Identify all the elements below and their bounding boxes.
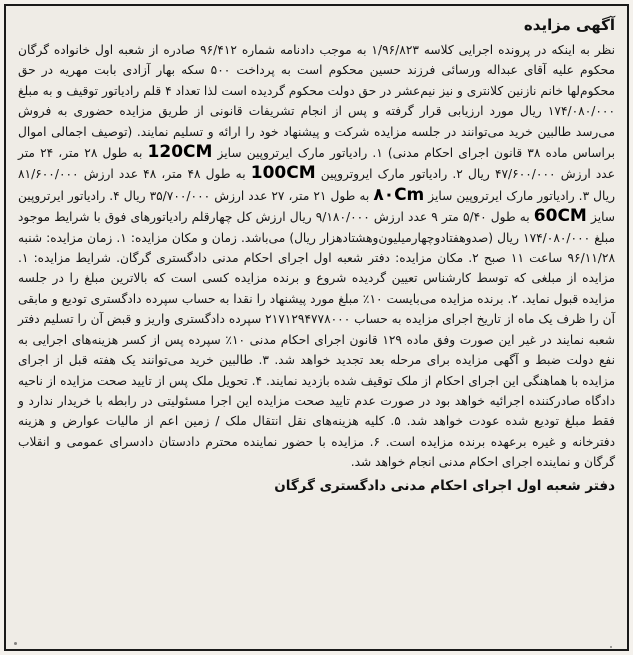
print-speck (14, 642, 17, 645)
body-segment-item2: به طول ۲۸ متر، ۲۴ متر عدد ارزش ۴۷/۶۰۰/۰۰۰ ریال ۲. رادیاتور مارک ایروتروپین (18, 146, 615, 182)
body-segment-conditions: به طول ۵/۴۰ متر ۹ عدد ارزش ۹/۱۸۰/۰۰۰ ریال ارزش کل چهارقلم رادیاتورهای فوق با شرایط موجود مبلغ ۱۷۴/۰۸۰/۰۰۰ ریال (صدوهفتادوچهارمیلیون‌وهشتادهزار ریال) می‌باشد. زمان و مکان مزایده: ۱. زمان مزایده: شنبه ۹۶/۱۱/۲۸ ساعت ۱۱ صبح ۲. مکان مزایده: دفتر شعبه اول اجرای احکام مدنی دادگستری گرگان. شرایط مزایده: ۱. مزایده از مبلغی که توسط کارشناس تعیین گردیده شروع و برنده مزایده کسی است که بالاترین مبلغ را در جلسه مزایده قبول نماید. ۲. برنده مزایده می‌بایست ۱۰٪ مبلغ مورد پیشنهاد را نقدا به حساب سپرده دادگستری تودیع و مابقی آن را ظرف یک ماه از تاریخ اجرای مزایده به حساب ۲۱۷۱۲۹۴۷۷۸۰۰۰ سپرده دادگستری واریز و قبض آن را تسلیم دفتر شعبه نمایند در غیر این صورت وفق ماده ۱۲۹ قانون اجرای احکام مدنی ۱۰٪ سپرده پس از کسر هزینه‌های اجرایی به نفع دولت ضبط و آگهی مزایده برای مرحله بعد تجدید خواهد شد. ۳. طالبین خرید می‌توانند یک هفته قبل از اجرای مزایده با هماهنگی این اجرای احکام از ملک توقیف شده بازدید نمایند. ۴. تحویل ملک پس از تایید صحت مزایده از ناحیه دادگاه صادرکننده اجرائیه خواهد بود در صورت عدم تایید صحت مزایده این اجرا مسئولیتی در رابطه با خریدار ندارد و فقط مبلغ تودیع شده عودت خواهد شد. ۵. کلیه هزینه‌های نقل انتقال ملک / زمین اعم از مالیات عوارض و هزینه دفترخانه و غیره برعهده برنده مزایده است. ۶. مزایده با حضور نماینده محترم دادستان دادسرای عمومی و انقلاب گرگان و نماینده اجرای احکام مدنی انجام خواهد شد. (18, 210, 616, 470)
print-speck (610, 646, 612, 648)
body-segment-intro: نظر به اینکه در پرونده اجرایی کلاسه ۱/۹۶/۸۲۳ به موجب دادنامه شماره ۹۶/۴۱۲ صادره از شعبه اول خانواده گرگان محکوم علیه آقای عبداله ورسائی فرزند حسین محکوم است به پرداخت ۵۰۰ سکه بهار آزادی بابت مهریه در حق محکوم‌لها خانم نازنین کلانتری و نیز نیم‌عشر در حق دولت محکوم گردیده است لذا تعداد ۴ قلم رادیاتور توقیف و به مبلغ ۱۷۴/۰۸۰/۰۰۰ ریال مورد ارزیابی قرار گرفته و پس از انجام تشریفات قانونی از طریق مزایده حضوری به فروش می‌رسد طالبین خرید می‌توانند در جلسه مزایده شرکت و پیشنهاد خود را ارائه و تسلیم نمایند. (توصیف اجمالی اموال براساس ماده ۳۸ قانون اجرای احکام مدنی) ۱. رادیاتور مارک ایرتروپین سایز (18, 43, 615, 161)
body-segment-item4: به طول ۲۱ متر، ۲۷ عدد ارزش ۳۵/۷۰۰/۰۰۰ ریال ۴. رادیاتور ایرتروپین سایز (18, 188, 616, 225)
body-segment-item3: به طول ۴۸ متر، ۴۸ عدد ارزش ۸۱/۶۰۰/۰۰۰ ریال ۳. رادیاتور مارک ایرتروپین سایز (18, 167, 615, 203)
notice-title: آگهی مزایده (523, 16, 615, 34)
notice-signature: دفتر شعبه اول اجرای احکام مدنی دادگستری گرگان (274, 477, 615, 494)
size-120cm: 120CM (147, 142, 213, 163)
size-100cm: 100CM (250, 163, 316, 184)
notice-body (18, 40, 615, 473)
size-60cm: 60CM (533, 206, 587, 227)
notice-frame (4, 4, 629, 651)
size-80cm: ۸۰Cm (373, 184, 425, 205)
